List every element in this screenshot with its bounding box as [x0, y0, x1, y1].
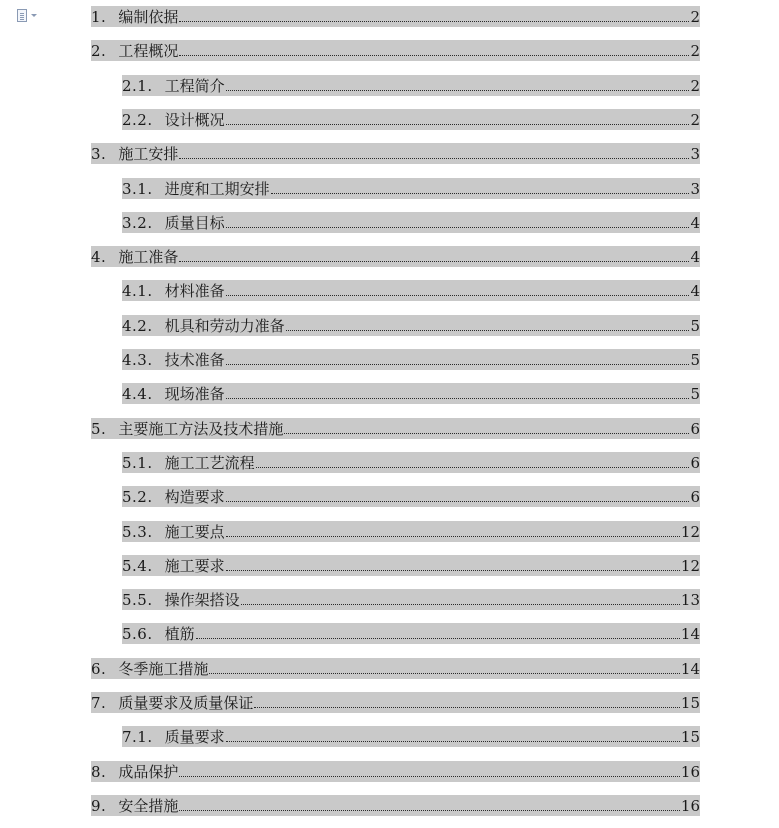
- toc-entry-number: 4.4.: [122, 385, 153, 403]
- toc-entry-page-number: 4: [690, 282, 700, 300]
- toc-dot-leader: [179, 775, 680, 777]
- toc-entry-page-number: 16: [680, 797, 700, 815]
- toc-entry-number: 5.: [91, 420, 107, 438]
- toc-entry-title: 机具和劳动力准备: [164, 317, 285, 335]
- toc-entry-title: 成品保护: [118, 763, 179, 781]
- toc-entry[interactable]: [91, 795, 700, 816]
- toc-entry-title: 安全措施: [118, 797, 179, 815]
- toc-entry-title: 质量要求: [164, 728, 225, 746]
- toc-entry-title: 植筋: [164, 625, 195, 643]
- toc-entry-page-number: 15: [680, 728, 700, 746]
- toc-entry-page-number: 12: [680, 557, 700, 575]
- toc-entry-page-number: 14: [680, 660, 700, 678]
- toc-entry[interactable]: [122, 623, 700, 644]
- toc-entry[interactable]: [122, 75, 700, 96]
- toc-entry-title: 施工要求: [164, 557, 225, 575]
- toc-entry-number: 2.1.: [122, 77, 153, 95]
- toc-entry-number: 5.4.: [122, 557, 153, 575]
- toc-dot-leader: [286, 329, 690, 331]
- toc-entry-number: 7.: [91, 694, 107, 712]
- toc-entry-page-number: 5: [690, 385, 700, 403]
- toc-entry[interactable]: [122, 178, 700, 199]
- toc-entry-number: 4.1.: [122, 282, 153, 300]
- toc-entry-page-number: 6: [690, 454, 700, 472]
- toc-entry-page-number: 2: [690, 8, 700, 26]
- toc-entry[interactable]: [91, 143, 700, 164]
- toc-dot-leader: [284, 432, 689, 434]
- toc-entry[interactable]: [91, 246, 700, 267]
- toc-entry-page-number: 14: [680, 625, 700, 643]
- toc-entry[interactable]: [122, 726, 700, 747]
- toc-entry-page-number: 15: [680, 694, 700, 712]
- toc-entry[interactable]: [122, 212, 700, 233]
- toc-dot-leader: [209, 672, 680, 674]
- toc-entry-title: 施工要点: [164, 523, 225, 541]
- toc-entry[interactable]: [122, 486, 700, 507]
- toc-entry[interactable]: [122, 555, 700, 576]
- toc-entry-page-number: 2: [690, 111, 700, 129]
- toc-entry-page-number: 16: [680, 763, 700, 781]
- toc-entry-title: 主要施工方法及技术措施: [118, 420, 284, 438]
- toc-entry-page-number: 5: [690, 317, 700, 335]
- toc-entry-number: 6.: [91, 660, 107, 678]
- toc-entry-page-number: 4: [690, 248, 700, 266]
- toc-entry-number: 5.2.: [122, 488, 153, 506]
- toc-entry-title: 施工安排: [118, 145, 179, 163]
- toc-dot-leader: [226, 500, 690, 502]
- toc-entry-number: 2.: [91, 42, 107, 60]
- toc-entry[interactable]: [122, 452, 700, 473]
- toc-entry-number: 5.3.: [122, 523, 153, 541]
- toc-entry[interactable]: [122, 521, 700, 542]
- toc-entry-number: 4.2.: [122, 317, 153, 335]
- toc-dot-leader: [226, 294, 690, 296]
- toc-entry[interactable]: [91, 692, 700, 713]
- toc-dot-leader: [179, 260, 689, 262]
- toc-dot-leader: [226, 363, 690, 365]
- toc-entry-title: 质量目标: [164, 214, 225, 232]
- toc-entry-page-number: 13: [680, 591, 700, 609]
- toc-entry[interactable]: [91, 6, 700, 27]
- toc-entry[interactable]: [122, 349, 700, 370]
- toc-dot-leader: [254, 706, 680, 708]
- toc-entry-number: 1.: [91, 8, 107, 26]
- chevron-down-icon: [31, 14, 37, 17]
- toc-entry[interactable]: [122, 589, 700, 610]
- toc-entry[interactable]: [122, 109, 700, 130]
- toc-entry[interactable]: [91, 658, 700, 679]
- toc-entry[interactable]: [122, 315, 700, 336]
- toc-dot-leader: [179, 809, 680, 811]
- toc-dot-leader: [226, 740, 680, 742]
- toc-dot-leader: [226, 535, 680, 537]
- toc-entry[interactable]: [91, 40, 700, 61]
- toc-entry-number: 5.1.: [122, 454, 153, 472]
- toc-entry-page-number: 2: [690, 42, 700, 60]
- toc-entry-title: 材料准备: [164, 282, 225, 300]
- toc-dot-leader: [226, 89, 690, 91]
- toc-entry-number: 8.: [91, 763, 107, 781]
- toc-entry-number: 3.2.: [122, 214, 153, 232]
- toc-entry-title: 施工准备: [118, 248, 179, 266]
- toc-entry-page-number: 2: [690, 77, 700, 95]
- toc-entry[interactable]: [122, 383, 700, 404]
- toc-dot-leader: [226, 569, 680, 571]
- toc-entry-title: 现场准备: [164, 385, 225, 403]
- toc-entry-page-number: 3: [690, 145, 700, 163]
- toc-entry-number: 3.1.: [122, 180, 153, 198]
- toc-entry-title: 操作架搭设: [164, 591, 240, 609]
- toc-entry-title: 质量要求及质量保证: [118, 694, 254, 712]
- toc-dot-leader: [196, 637, 680, 639]
- toc-entry-title: 进度和工期安排: [164, 180, 270, 198]
- toc-entry-number: 3.: [91, 145, 107, 163]
- toc-entry-page-number: 5: [690, 351, 700, 369]
- toc-dot-leader: [256, 466, 690, 468]
- toc-dot-leader: [241, 603, 680, 605]
- toc-dot-leader: [226, 123, 690, 125]
- toc-dot-leader: [179, 157, 689, 159]
- toc-entry-page-number: 6: [690, 488, 700, 506]
- toc-dot-leader: [226, 397, 690, 399]
- toc-entry-page-number: 6: [690, 420, 700, 438]
- document-menu-button[interactable]: [17, 7, 45, 23]
- toc-entry-number: 7.1.: [122, 728, 153, 746]
- toc-entry-title: 工程简介: [164, 77, 225, 95]
- toc-entry-number: 4.3.: [122, 351, 153, 369]
- toc-entry-title: 技术准备: [164, 351, 225, 369]
- toc-entry-number: 4.: [91, 248, 107, 266]
- toc-entry[interactable]: [122, 280, 700, 301]
- toc-entry-title: 冬季施工措施: [118, 660, 209, 678]
- toc-dot-leader: [179, 20, 689, 22]
- toc-entry-page-number: 3: [690, 180, 700, 198]
- toc-entry-title: 编制依据: [118, 8, 179, 26]
- toc-entry[interactable]: [91, 761, 700, 782]
- toc-entry-title: 设计概况: [164, 111, 225, 129]
- toc-dot-leader: [179, 54, 689, 56]
- toc-entry-number: 2.2.: [122, 111, 153, 129]
- toc-entry[interactable]: [91, 418, 700, 439]
- toc-entry-title: 构造要求: [164, 488, 225, 506]
- toc-dot-leader: [271, 192, 690, 194]
- toc-entry-number: 5.5.: [122, 591, 153, 609]
- document-icon: [17, 9, 27, 22]
- toc-entry-page-number: 4: [690, 214, 700, 232]
- toc-entry-title: 工程概况: [118, 42, 179, 60]
- toc-entry-number: 5.6.: [122, 625, 153, 643]
- toc-dot-leader: [226, 226, 690, 228]
- toc-entry-number: 9.: [91, 797, 107, 815]
- toc-entry-page-number: 12: [680, 523, 700, 541]
- toc-entry-title: 施工工艺流程: [164, 454, 255, 472]
